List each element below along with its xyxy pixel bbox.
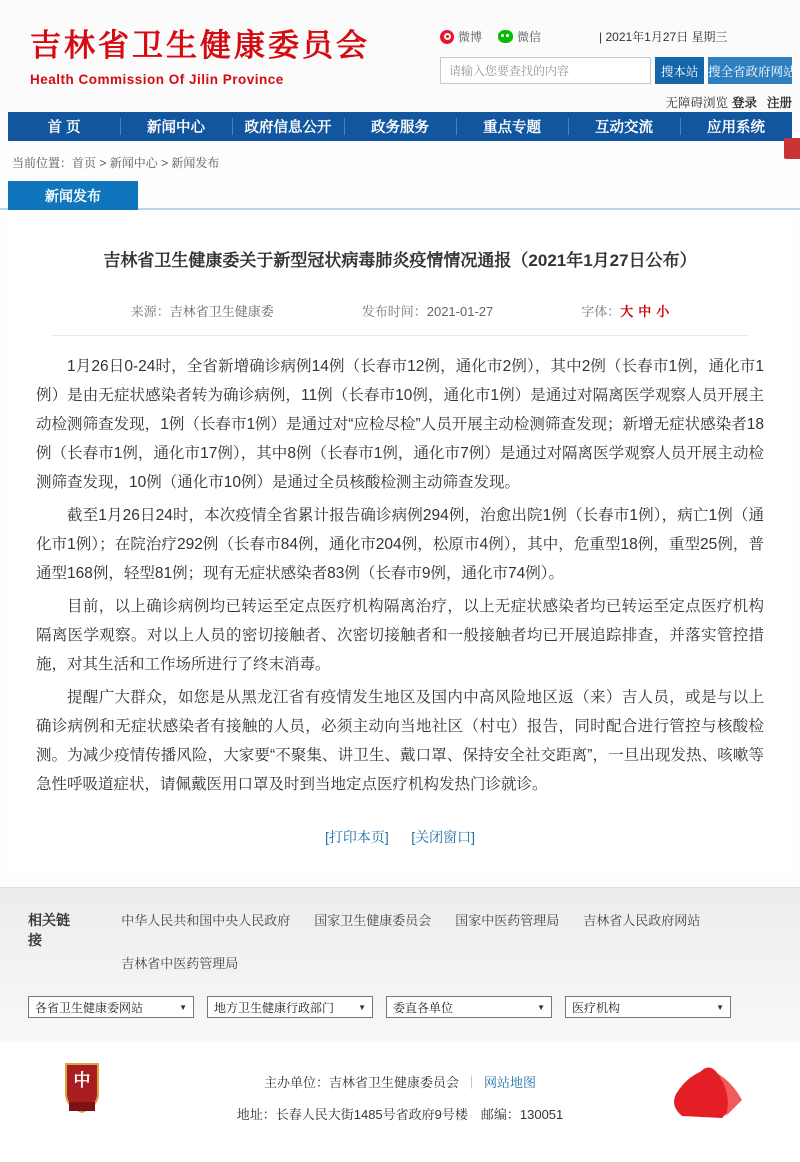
- nav-item[interactable]: 新闻中心: [120, 112, 232, 141]
- site-footer: [0, 1042, 800, 1162]
- font-size-option[interactable]: 小: [656, 304, 670, 319]
- breadcrumb: [0, 141, 800, 181]
- dropdown-arrow-icon: ▼: [358, 1002, 366, 1012]
- site-title: 吉林省卫生健康委员会: [30, 28, 370, 63]
- weibo-label: 微博: [458, 30, 483, 44]
- meta-publish-time: [362, 301, 494, 320]
- search-site-button[interactable]: 搜本站: [655, 57, 704, 84]
- breadcrumb-label: 当前位置：: [12, 156, 73, 170]
- red-emblem-icon: [662, 1060, 758, 1120]
- sitemap-link[interactable]: 网站地图: [484, 1075, 537, 1090]
- nav-item[interactable]: 政务服务: [344, 112, 456, 141]
- gov-badge-icon: [64, 1062, 100, 1114]
- source-label: 来源：: [130, 304, 170, 319]
- svg-text:中: 中: [73, 1071, 91, 1090]
- header-utilities: [440, 28, 796, 111]
- footer-separator: ｜: [464, 1075, 478, 1090]
- weibo-icon: [440, 30, 454, 44]
- font-size-option[interactable]: 大: [620, 304, 634, 319]
- register-link[interactable]: 注册: [766, 96, 792, 110]
- related-link[interactable]: 国家中医药管理局: [455, 913, 560, 928]
- nav-item[interactable]: 应用系统: [680, 112, 792, 141]
- article-card: [8, 210, 792, 873]
- host-unit: 主办单位：吉林省卫生健康委员会: [263, 1075, 459, 1090]
- site-subtitle: Health Commission Of Jilin Province: [30, 72, 284, 87]
- article-body: [32, 352, 768, 799]
- select-value: 委直各单位: [393, 1000, 454, 1015]
- nav-item[interactable]: 首 页: [47, 120, 81, 136]
- link-selects-row: [28, 996, 780, 1018]
- red-emblem-logo: [662, 1060, 758, 1125]
- social-row: [440, 28, 792, 45]
- dropdown-arrow-icon: ▼: [716, 1002, 724, 1012]
- publish-time-value: 2021-01-27: [426, 304, 494, 319]
- meta-source: [131, 301, 274, 320]
- link-select[interactable]: [207, 996, 373, 1018]
- search-bar: [440, 57, 796, 84]
- site-header: [0, 0, 800, 112]
- nav-item[interactable]: 重点专题: [456, 112, 568, 141]
- dropdown-arrow-icon: ▼: [537, 1002, 545, 1012]
- related-links-band: [0, 887, 800, 1042]
- select-value: 医疗机构: [572, 1000, 621, 1015]
- wechat-icon: [498, 30, 513, 43]
- select-value: 地方卫生健康行政部门: [214, 1000, 335, 1015]
- wechat-label: 微信: [517, 30, 542, 44]
- breadcrumb-item[interactable]: > 新闻中心: [96, 156, 158, 170]
- account-row: [440, 93, 792, 111]
- footer-address: 地址：长春人民大街1485号省政府9号楼 邮编：130051: [236, 1107, 564, 1122]
- article-paragraph: 1月26日0-24时，全省新增确诊病例14例（长春市12例，通化市2例），其中2例（长春市1例，通化市1例）是由无症状感染者转为确诊病例，11例（长春市10例，通化市1例）是通过对隔离医学观察人员开展主动检测筛查发现，1例（长春市1例）是通过对“应检尽检”人员开展主动检测筛查发现；新增无症状感染者18例（长春市1例，通化市17例），其中8例（长春市1例，通化市7例）是通过对隔离医学观察人员开展主动检测筛查发现，10例（通化市10例）是通过全员核酸检测主动筛查发现。: [36, 358, 764, 491]
- site-logo[interactable]: [30, 20, 370, 87]
- link-select[interactable]: [565, 996, 731, 1018]
- article-meta: [52, 301, 748, 336]
- section-tab-row: [0, 181, 800, 210]
- nav-item[interactable]: 政府信息公开: [232, 112, 344, 141]
- main-nav: [8, 112, 792, 141]
- source-value: 吉林省卫生健康委: [169, 304, 274, 319]
- gov-site-badge[interactable]: [64, 1062, 100, 1119]
- related-link[interactable]: 中华人民共和国中央人民政府: [121, 913, 291, 928]
- related-link[interactable]: 吉林省中医药管理局: [121, 956, 239, 971]
- related-link[interactable]: 国家卫生健康委员会: [314, 913, 432, 928]
- accessibility-link[interactable]: 无障碍浏览: [665, 96, 728, 110]
- article-paragraph: 截至1月26日24时，本次疫情全省累计报告确诊病例294例，治愈出院1例（长春市1例），病亡1例（通化市1例）；在院治疗292例（长春市84例，通化市204例，松原市4例），其中，危重型18例，重型25例，普通型168例，轻型81例；现有无症状感染者83例（长春市9例，通化市74例）。: [36, 507, 764, 582]
- search-gov-button[interactable]: 搜全省政府网站: [708, 57, 792, 84]
- nav-item[interactable]: 互动交流: [568, 112, 680, 141]
- current-date: | 2021年1月27日 星期三: [599, 30, 728, 44]
- breadcrumb-item[interactable]: 首页: [72, 156, 97, 170]
- weibo-link[interactable]: [440, 28, 482, 45]
- floating-widget[interactable]: [784, 138, 800, 159]
- dropdown-arrow-icon: ▼: [179, 1002, 187, 1012]
- related-links-row: [28, 910, 780, 972]
- meta-font-size: [581, 301, 669, 320]
- link-select[interactable]: [386, 996, 552, 1018]
- article-paragraph: 提醒广大群众，如您是从黑龙江省有疫情发生地区及国内中高风险地区返（来）吉人员，或是与以上确诊病例和无症状感染者有接触的人员，必须主动向当地社区（村屯）报告，同时配合进行管控与核酸检测。为减少疫情传播风险，大家要“不聚集、讲卫生、戴口罩、保持安全社交距离”，一旦出现发热、咳嗽等急性呼吸道症状，请佩戴医用口罩及时到当地定点医疗机构发热门诊就诊。: [36, 689, 764, 793]
- search-input[interactable]: [440, 57, 651, 84]
- article-paragraph: 目前，以上确诊病例均已转运至定点医疗机构隔离治疗，以上无症状感染者均已转运至定点医疗机构隔离医学观察。对以上人员的密切接触者、次密切接触者和一般接触者均已开展追踪排查，并落实管控措施，对其生活和工作场所进行了终末消毒。: [36, 598, 764, 673]
- related-link[interactable]: 吉林省人民政府网站: [583, 913, 701, 928]
- breadcrumb-item[interactable]: > 新闻发布: [158, 156, 220, 170]
- article-title: 吉林省卫生健康委关于新型冠状病毒肺炎疫情情况通报（2021年1月27日公布）: [103, 251, 697, 270]
- print-page-link[interactable]: [打印本页]: [324, 829, 389, 845]
- font-size-label: 字体：: [581, 304, 621, 319]
- publish-time-label: 发布时间：: [361, 304, 427, 319]
- link-select[interactable]: [28, 996, 194, 1018]
- related-links-heading: 相关链接: [28, 912, 70, 948]
- wechat-link[interactable]: [498, 28, 541, 45]
- close-window-link[interactable]: [关闭窗口]: [411, 829, 475, 845]
- article-actions: [32, 827, 768, 847]
- font-size-option[interactable]: 中: [638, 304, 652, 319]
- login-link[interactable]: 登录: [731, 96, 757, 110]
- tab-news-release[interactable]: 新闻发布: [8, 181, 138, 210]
- select-value: 各省卫生健康委网站: [35, 1000, 144, 1015]
